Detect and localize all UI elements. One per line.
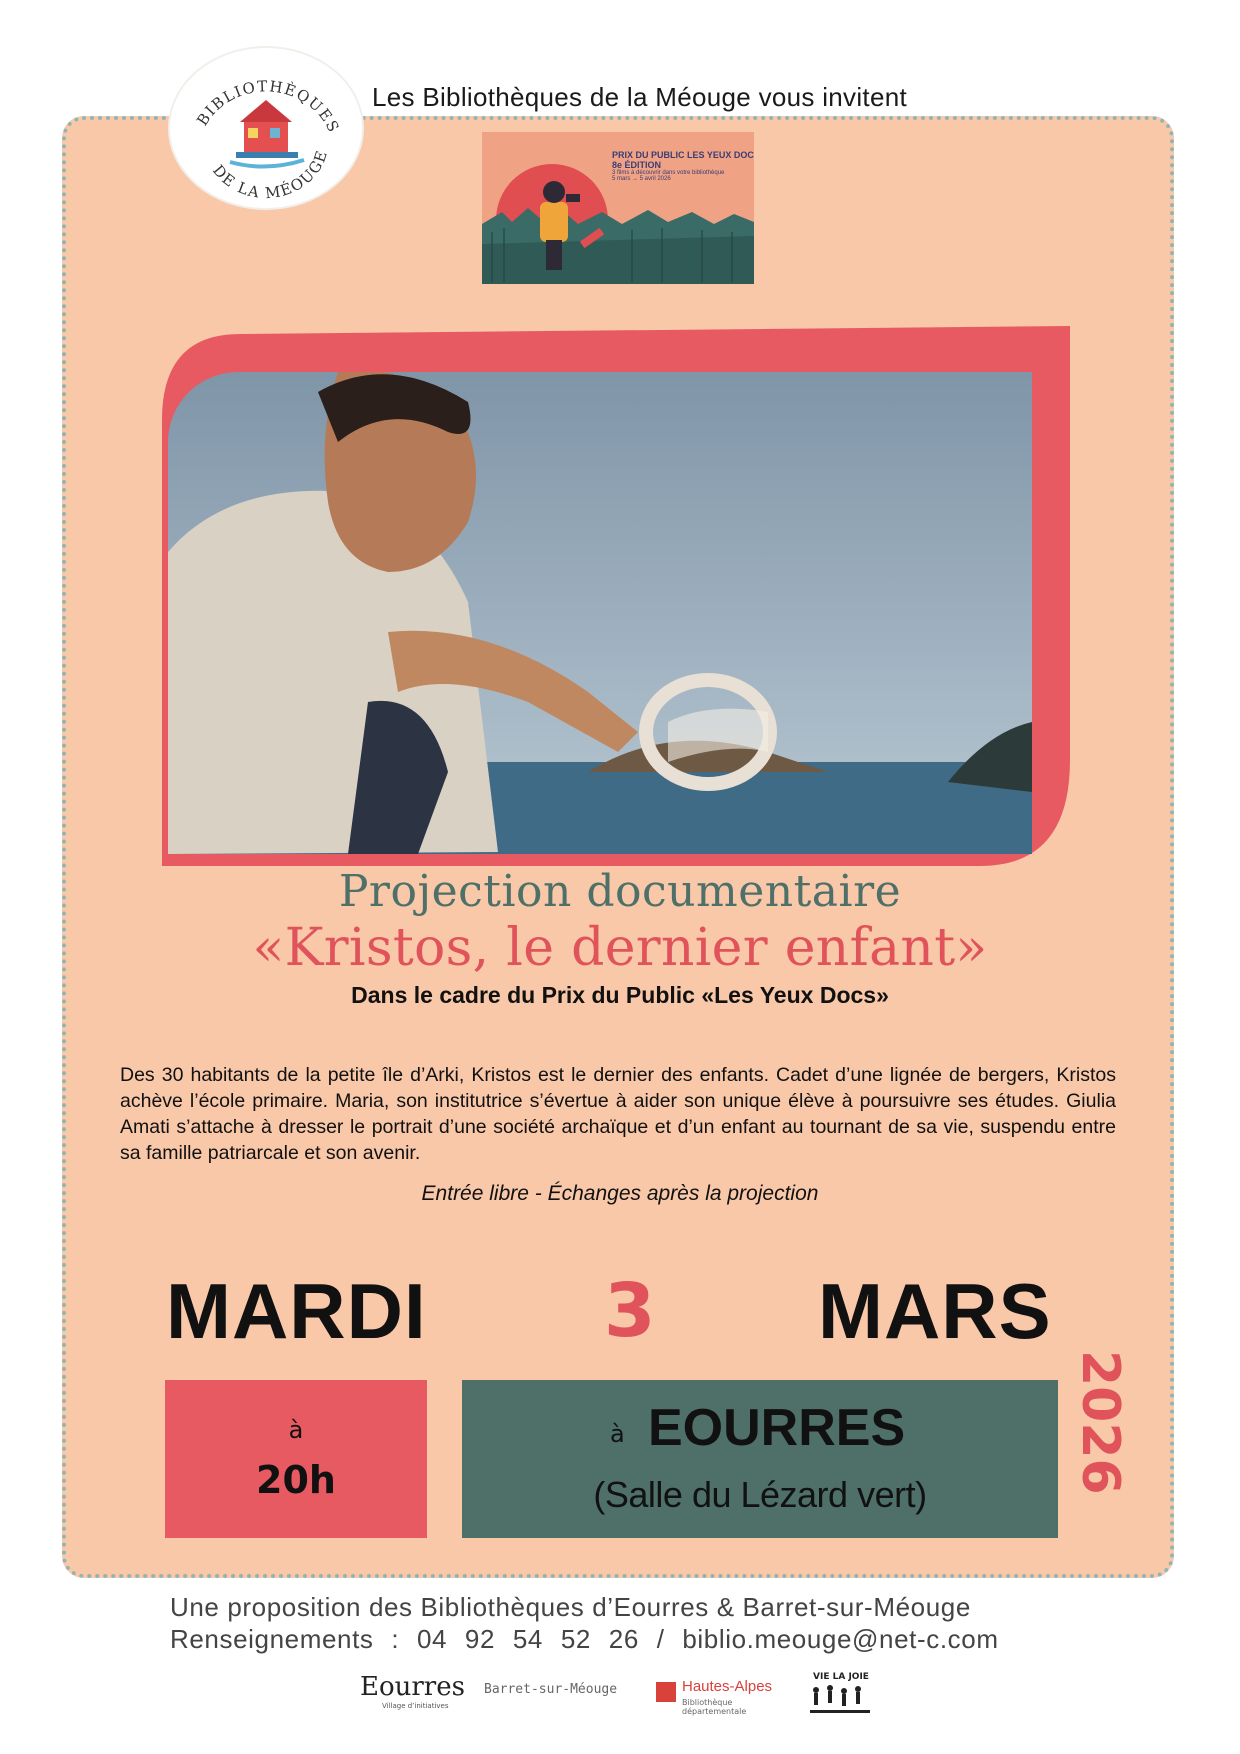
logo-top-text: BIBLIOTHÈQUES [193, 77, 344, 136]
time-value: 20h [256, 1458, 336, 1502]
sponsor-hautes-alpes-name: Hautes-Alpes [682, 1678, 773, 1695]
time-box [165, 1380, 427, 1538]
date-month: MARS [818, 1267, 1052, 1355]
place-prefix: à [610, 1420, 625, 1448]
banner-title-2: 8e ÉDITION [612, 160, 662, 170]
date-day-name: MARDI [166, 1267, 427, 1355]
vie-la-joie-figures-icon [806, 1682, 876, 1718]
banner-title-1: PRIX DU PUBLIC LES YEUX DOC [612, 150, 754, 160]
footer-proposal: Une proposition des Bibliothèques d’Eourres & Barret-sur-Méouge [170, 1592, 971, 1622]
sponsor-eourres-sub: Village d’initiatives [382, 1702, 449, 1710]
sponsor-barret-name: Barret-sur-Méouge [484, 1682, 618, 1697]
film-title: «Kristos, le dernier enfant» [252, 918, 988, 978]
sponsor-hautes-alpes-logo [656, 1672, 796, 1724]
date-year: 2026 [1070, 1350, 1130, 1495]
film-synopsis: Des 30 habitants de la petite île d’Arki, Kristos est le dernier des enfants. Cadet d’une lignée de bergers, Kristos achève l’école primaire. Maria, son institutrice s’évertue à aider son unique élève à poursuivre ses études. Giulia Amati s’attache à dresser le portrait d’une société archaïque et d’un enfant au tournant de sa vie, suspendu entre sa famille patriarcale et son avenir. [120, 1064, 1116, 1164]
invite-text: Les Bibliothèques de la Méouge vous invitent [372, 82, 907, 112]
sponsor-vie-la-joie-name: VIE LA JOIE [813, 1672, 869, 1682]
sponsor-eourres-name: Eourres [360, 1672, 465, 1702]
logo-bottom-text: DE LA MÉOUGE [209, 147, 332, 203]
event-context: Dans le cadre du Prix du Public «Les Yeux Docs» [351, 982, 889, 1008]
hautes-alpes-mountain-icon [656, 1682, 676, 1702]
film-still-art [168, 372, 1032, 854]
time-prefix: à [288, 1416, 304, 1444]
place-venue: (Salle du Lézard vert) [593, 1474, 927, 1515]
date-day-number: 3 [604, 1268, 656, 1354]
event-heading: Projection documentaire [338, 866, 902, 917]
sponsor-hautes-alpes-sub: Bibliothèque départementale [682, 1698, 747, 1716]
sponsor-barret-logo [484, 1672, 634, 1724]
sponsor-vie-la-joie-logo [806, 1672, 876, 1724]
place-town: EOURRES [648, 1399, 906, 1457]
entry-note: Entrée libre - Échanges après la projection [421, 1182, 819, 1205]
film-still-photo [168, 372, 1032, 854]
banner-small-2: 5 mars → 5 avril 2026 [612, 176, 671, 182]
place-box [462, 1380, 1058, 1538]
sponsor-eourres-logo [360, 1672, 470, 1724]
banner-small-1: 3 films à découvrir dans votre bibliothèque [612, 170, 725, 176]
footer-contact: Renseignements : 04 92 54 52 26 / biblio.meouge@net-c.com [170, 1624, 999, 1654]
